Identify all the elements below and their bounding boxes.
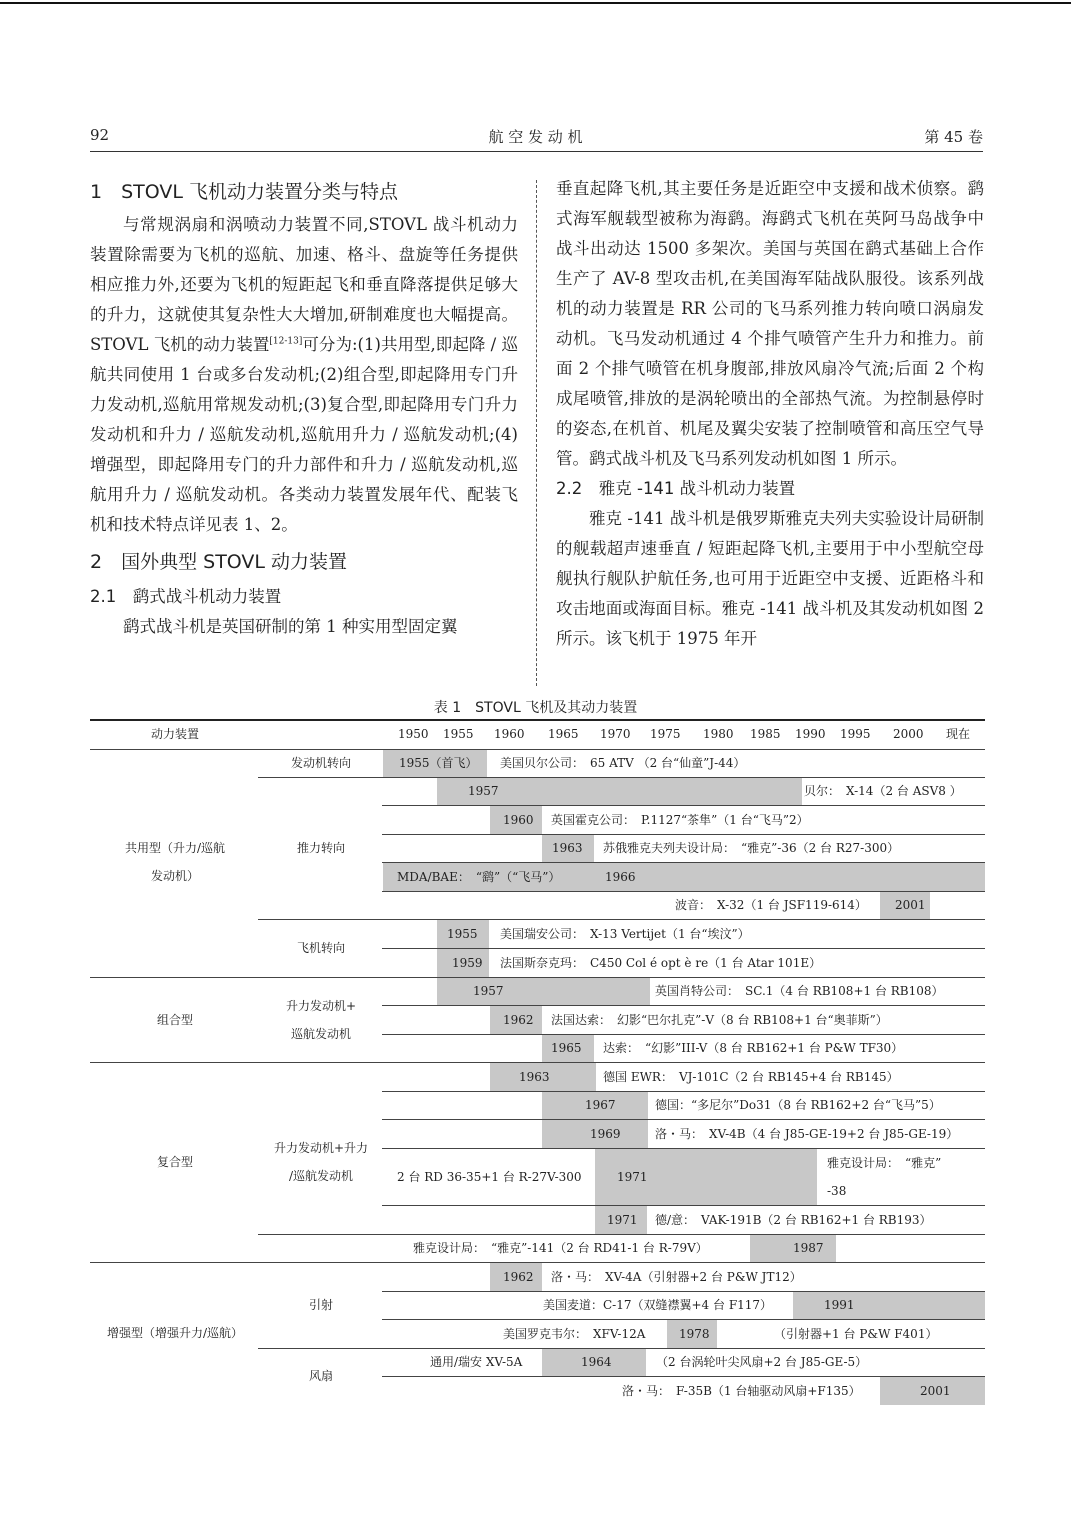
subtype-lift-cruise: 升力发动机+ (285, 999, 357, 1013)
year-label: 1957 (468, 784, 499, 798)
year-label: 1978 (679, 1327, 710, 1341)
year-label: 1962 (503, 1013, 534, 1027)
volume-label: 第 45 卷 (924, 128, 983, 146)
category-augmented: 增强型（增强升力/巡航） (106, 1326, 244, 1340)
aircraft-entry: 英国肖特公司： SC.1（4 台 RB108+1 台 RB108） (655, 984, 944, 998)
aircraft-entry: 波音： X-32（1 台 JSF119-614） (675, 898, 867, 912)
year-label: 1957 (473, 984, 504, 998)
section-2-2-paragraph: 雅克 -141 战斗机是俄罗斯雅克夫列夫实验设计局研制的舰载超声速垂直 / 短距起降飞机,主要用于中小型航空母舰执行舰队护航任务,也可用于近距空中支援、近距格斗和攻击地面或海面目标。雅克 -141 战斗机及其发动机如图 2 所示。该飞机于 1975 年开 (556, 509, 984, 648)
aircraft-entry-note: （2 台涡轮叶尖风扇+2 台 J85-GE-5） (656, 1355, 868, 1369)
aircraft-entry: 洛・马： XV-4A（引射器+2 台 P&W JT12） (551, 1270, 802, 1284)
category-shared-line2: 发动机） (150, 869, 199, 883)
year-label: 1963 (519, 1070, 550, 1084)
section-2-2-title: 2.2 雅克 -141 战斗机动力装置 (556, 479, 796, 498)
subtype-engine-turn: 发动机转向 (290, 756, 351, 770)
section-1-paragraph (90, 210, 518, 540)
aircraft-entry: 美国瑞安公司： X-13 Vertijet（1 台“埃汶”） (500, 927, 750, 941)
year-label: 2001 (920, 1384, 951, 1398)
row-rule (382, 834, 985, 835)
year-tick: 1980 (703, 727, 734, 741)
aircraft-entry: 达索： “幻影”III-V（8 台 RB162+1 台 P&W TF30） (603, 1041, 904, 1055)
journal-title: 航 空 发 动 机 (488, 128, 583, 146)
section-2-title: 2 国外典型 STOVL 动力装置 (90, 551, 348, 573)
header-rule (90, 151, 983, 152)
year-label: 1955 (447, 927, 478, 941)
year-label: 1987 (793, 1241, 824, 1255)
header-bottom-rule (90, 749, 985, 750)
subtype-aircraft-turn: 飞机转向 (296, 941, 345, 955)
right-column (556, 174, 984, 654)
column-divider (536, 180, 537, 686)
row-rule (258, 1234, 985, 1235)
aircraft-entry: MDA/BAE： “鹞”（“飞马”） (397, 870, 561, 884)
subtype-ejector: 引射 (308, 1298, 333, 1312)
left-column (90, 176, 518, 642)
year-tick: 1955 (443, 727, 474, 741)
aircraft-entry: 德/意： VAK-191B（2 台 RB162+1 台 RB193） (655, 1213, 932, 1227)
aircraft-entry: 苏俄雅克夫列夫设计局： “雅克”-36（2 台 R27-300） (603, 841, 900, 855)
aircraft-entry: 通用/瑞安 XV-5A (430, 1355, 523, 1369)
aircraft-entry: 德国 EWR： VJ-101C（2 台 RB145+4 台 RB145） (603, 1070, 899, 1084)
row-rule (382, 805, 985, 806)
category-combined: 组合型 (156, 1013, 193, 1027)
category-composite: 复合型 (156, 1155, 193, 1169)
row-rule (382, 1034, 985, 1035)
aircraft-entry: 贝尔： X-14（2 台 ASV8 ） (804, 784, 962, 798)
year-tick: 1975 (650, 727, 681, 741)
section-1-title: 1 STOVL 飞机动力装置分类与特点 (90, 181, 398, 203)
year-label: 1962 (503, 1270, 534, 1284)
aircraft-entry-note: （引射器+1 台 P&W F401） (774, 1327, 938, 1341)
aircraft-entry: 美国贝尔公司： 65 ATV （2 台“仙童”J-44） (500, 756, 746, 770)
year-tick: 现在 (946, 727, 971, 741)
year-label: 1959 (452, 956, 483, 970)
aircraft-entry: 洛・马： XV-4B（4 台 J85-GE-19+2 台 J85-GE-19） (655, 1127, 959, 1141)
year-label: 1967 (585, 1098, 616, 1112)
right-paragraph-1: 垂直起降飞机,其主要任务是近距空中支援和战术侦察。鹞式海军舰载型被称为海鹞。海鹞式飞机在英阿马岛战争中战斗出动达 1500 多架次。美国与英国在鹞式基础上合作生产了 AV-8 型攻击机,在美国海军陆战队服役。该系列战机的动力装置是 RR 公司的飞马系列推力转向喷口涡扇发动机。飞马发动机通过 4 个排气喷管产生升力和推力。前面 2 个排气喷管在机身腹部,排放风扇冷气流;后面 2 个构成尾喷管,排放的是涡轮喷出的全部热气流。为控制悬停时的姿态,在机首、机尾及翼尖安装了控制喷管和高压空气导管。鹞式战斗机及飞马系列发动机如图 1 所示。 (556, 179, 984, 468)
aircraft-entry: 美国麦道：C-17（双缝襟翼+4 台 F117） (543, 1298, 773, 1312)
page-number: 92 (90, 126, 110, 144)
year-tick: 1950 (398, 727, 429, 741)
timeline-bar (437, 978, 650, 1005)
row-rule (382, 1091, 985, 1092)
subtype-fan: 风扇 (308, 1369, 333, 1383)
row-rule (382, 1119, 985, 1120)
column-header-power-plant: 动力装置 (150, 727, 199, 741)
year-tick: 1995 (840, 727, 871, 741)
year-tick: 1960 (494, 727, 525, 741)
citation-ref: [12-13] (269, 336, 303, 347)
aircraft-entry: 德国：“多尼尔”Do31（8 台 RB162+2 台“飞马”5） (655, 1098, 941, 1112)
year-label: 1955（首飞） (399, 756, 478, 770)
year-label: 2001 (895, 898, 926, 912)
section-2-1-title: 2.1 鹞式战斗机动力装置 (90, 587, 282, 606)
year-tick: 1985 (750, 727, 781, 741)
stovl-table (90, 719, 985, 1406)
year-label: 1971 (607, 1213, 638, 1227)
year-label: 1960 (503, 813, 534, 827)
subtype-lift-liftcruise: 升力发动机+升力 (273, 1141, 369, 1155)
category-shared: 共用型（升力/巡航 (124, 841, 226, 855)
year-label: 1963 (552, 841, 583, 855)
aircraft-entry: 法国斯奈克玛： C450 Col é opt è re（1 台 Atar 101E） (500, 956, 822, 970)
year-tick: 1965 (548, 727, 579, 741)
year-label: 1969 (590, 1127, 621, 1141)
aircraft-entry: 雅克设计局： “雅克”-141（2 台 RD41-1 台 R-79V） (413, 1241, 708, 1255)
top-border (0, 2, 1071, 4)
row-rule (382, 1005, 985, 1006)
row-rule (258, 919, 985, 920)
aircraft-entry: 法国达索： 幻影“巴尔扎克”-V（8 台 RB108+1 台“奥菲斯”） (551, 1013, 888, 1027)
aircraft-entry: 2 台 RD 36-35+1 台 R-27V-300 (397, 1170, 582, 1184)
row-rule (382, 1205, 985, 1206)
subtype-lift-cruise-line2: 巡航发动机 (290, 1027, 351, 1041)
aircraft-entry: 美国罗克韦尔： XFV-12A (503, 1327, 646, 1341)
aircraft-entry: 雅克设计局： “雅克” (827, 1156, 942, 1170)
aircraft-entry: 英国霍克公司： P.1127“茶隼”（1 台“飞马”2） (551, 813, 809, 827)
subtype-lift-liftcruise-line2: /巡航发动机 (288, 1169, 354, 1183)
year-label: 1966 (605, 870, 636, 884)
year-tick: 1990 (795, 727, 826, 741)
subtype-thrust-vector: 推力转向 (296, 841, 345, 855)
year-tick: 2000 (893, 727, 924, 741)
table-caption: 表 1 STOVL 飞机及其动力装置 (433, 700, 638, 716)
aircraft-entry-line2: -38 (827, 1184, 847, 1198)
table-top-rule (90, 719, 985, 721)
year-label: 1991 (824, 1298, 855, 1312)
year-label: 1971 (617, 1170, 648, 1184)
timeline-bar (793, 1292, 985, 1319)
section-2-1-paragraph: 鹞式战斗机是英国研制的第 1 种实用型固定翼 (123, 617, 458, 636)
year-tick: 1970 (600, 727, 631, 741)
aircraft-entry: 洛・马： F-35B（1 台轴驱动风扇+F135） (622, 1384, 861, 1398)
year-label: 1964 (581, 1355, 612, 1369)
para-text-b: 可分为:(1)共用型,即起降 / 巡航共同使用 1 台或多台发动机;(2)组合型,即起降用专门升力发动机,巡航用常规发动机;(3)复合型,即起降用专门升力发动机和升力 / 巡航发动机,巡航用升力 / 巡航发动机;(4)增强型，即起降用专门的升力部件和升力 / 巡航发动机,巡航用升力 / 巡航发动机。各类动力装置发展年代、配装飞机和技术特点详见表 1、2。 (90, 335, 518, 534)
para-text-a: 与常规涡扇和涡喷动力装置不同,STOVL 战斗机动力装置除需要为飞机的巡航、加速、格斗、盘旋等任务提供相应推力外,还要为飞机的短距起飞和垂直降落提供足够大的升力，这就使其复杂性大大增加,研制难度也大幅提高。STOVL 飞机的动力装置 (90, 215, 518, 354)
year-label: 1965 (551, 1041, 582, 1055)
